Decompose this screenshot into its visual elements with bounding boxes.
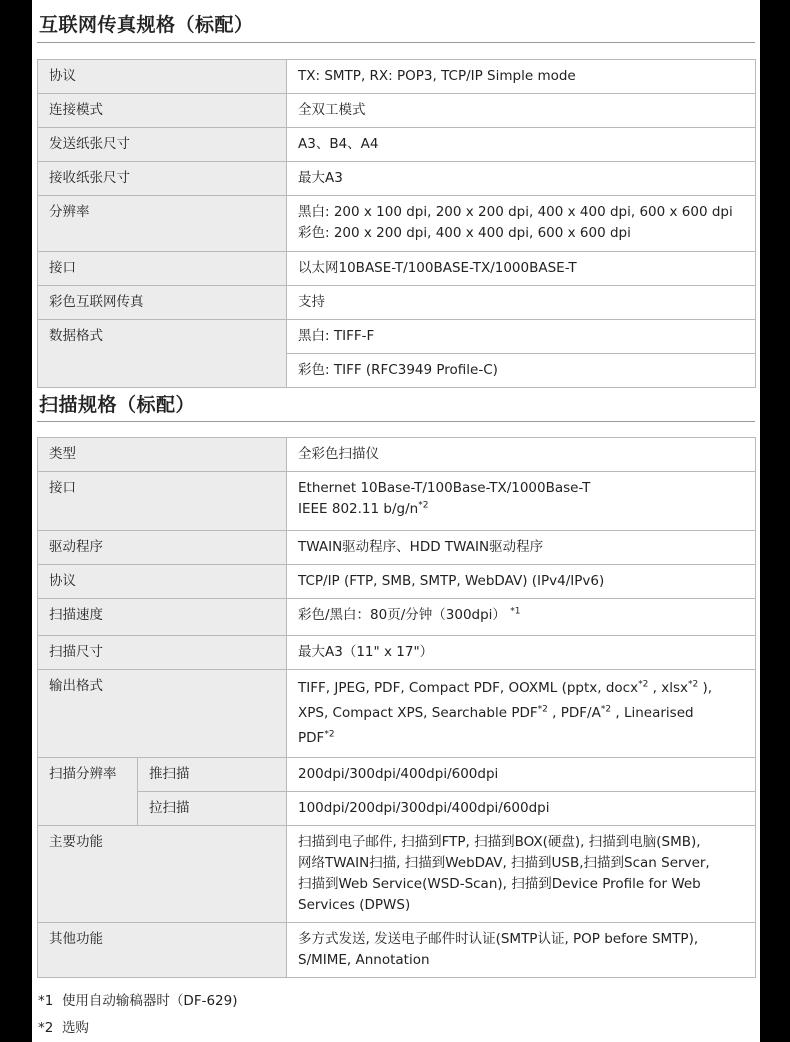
value-line: 黑白: 200 x 100 dpi, 200 x 200 dpi, 400 x 400 dpi, 600 x 600 dpi bbox=[298, 204, 733, 220]
fax-spec-table bbox=[37, 59, 756, 388]
table-row bbox=[38, 565, 756, 599]
scan-spec-table bbox=[37, 437, 756, 978]
footnote-mark: *2 bbox=[38, 1020, 54, 1036]
row-label: 驱动程序 bbox=[38, 531, 287, 565]
row-value: 黑白: TIFF-F bbox=[287, 320, 756, 354]
row-value: TCP/IP (FTP, SMB, SMTP, WebDAV) (IPv4/IPv6) bbox=[287, 565, 756, 599]
row-sublabel: 推扫描 bbox=[138, 758, 287, 792]
value-text: , Linearised bbox=[611, 705, 694, 721]
value-line bbox=[298, 676, 744, 701]
spec-page bbox=[32, 0, 760, 1042]
row-value: 彩色: TIFF (RFC3949 Profile-C) bbox=[287, 354, 756, 388]
table-row bbox=[38, 636, 756, 670]
table-row bbox=[38, 599, 756, 636]
table-row bbox=[38, 923, 756, 978]
value-line: 彩色: 200 x 200 dpi, 400 x 400 dpi, 600 x 600 dpi bbox=[298, 225, 631, 241]
table-row bbox=[38, 60, 756, 94]
scan-title-divider bbox=[37, 421, 755, 422]
table-row bbox=[38, 162, 756, 196]
value-line: Services (DPWS) bbox=[298, 897, 411, 913]
table-row bbox=[38, 320, 756, 354]
row-value bbox=[287, 826, 756, 923]
row-value: 100dpi/200dpi/300dpi/400dpi/600dpi bbox=[287, 792, 756, 826]
row-value bbox=[287, 670, 756, 758]
value-line bbox=[298, 499, 744, 520]
value-line: 扫描到Web Service(WSD-Scan), 扫描到Device Profile for Web bbox=[298, 876, 701, 892]
footnote-ref: *2 bbox=[638, 679, 649, 690]
value-text: , xlsx bbox=[648, 680, 688, 696]
row-value bbox=[287, 923, 756, 978]
row-value: 200dpi/300dpi/400dpi/600dpi bbox=[287, 758, 756, 792]
row-label: 接口 bbox=[38, 252, 287, 286]
footnote-text: 选购 bbox=[61, 1020, 89, 1036]
row-label: 接收纸张尺寸 bbox=[38, 162, 287, 196]
row-value: 最大A3 bbox=[287, 162, 756, 196]
row-label: 主要功能 bbox=[38, 826, 287, 923]
row-value: 以太网10BASE-T/100BASE-TX/1000BASE-T bbox=[287, 252, 756, 286]
table-row bbox=[38, 94, 756, 128]
value-line: 网络TWAIN扫描, 扫描到WebDAV, 扫描到USB,扫描到Scan Server, bbox=[298, 855, 710, 871]
row-label: 协议 bbox=[38, 565, 287, 599]
table-row bbox=[38, 196, 756, 252]
table-row bbox=[38, 670, 756, 758]
row-label: 扫描尺寸 bbox=[38, 636, 287, 670]
row-value: A3、B4、A4 bbox=[287, 128, 756, 162]
row-label: 数据格式 bbox=[38, 320, 287, 388]
value-text: XPS, Compact XPS, Searchable PDF bbox=[298, 705, 538, 721]
footnote-ref: *1 bbox=[510, 606, 521, 617]
row-value: TX: SMTP, RX: POP3, TCP/IP Simple mode bbox=[287, 60, 756, 94]
table-row bbox=[38, 286, 756, 320]
value-text: IEEE 802.11 b/g/n bbox=[298, 501, 419, 517]
table-row bbox=[38, 826, 756, 923]
footnote bbox=[38, 1016, 89, 1036]
value-text: , PDF/A bbox=[547, 705, 601, 721]
table-row bbox=[38, 792, 756, 826]
row-value: 支持 bbox=[287, 286, 756, 320]
table-row bbox=[38, 438, 756, 472]
table-row bbox=[38, 758, 756, 792]
value-line bbox=[298, 701, 744, 726]
value-text: ), bbox=[698, 680, 713, 696]
fax-title-divider bbox=[37, 42, 755, 43]
footnote-mark: *1 bbox=[38, 993, 54, 1009]
row-label: 发送纸张尺寸 bbox=[38, 128, 287, 162]
footnote-ref: *2 bbox=[324, 729, 335, 740]
row-label: 输出格式 bbox=[38, 670, 287, 758]
row-label: 扫描速度 bbox=[38, 599, 287, 636]
row-label: 类型 bbox=[38, 438, 287, 472]
value-line: 多方式发送, 发送电子邮件时认证(SMTP认证, POP before SMTP), bbox=[298, 931, 699, 947]
footnote-ref: *2 bbox=[687, 679, 699, 690]
footnote-ref: *2 bbox=[537, 704, 548, 715]
scan-section-title: 扫描规格（标配） bbox=[39, 394, 196, 416]
value-text: PDF bbox=[298, 730, 325, 746]
row-sublabel: 拉扫描 bbox=[138, 792, 287, 826]
row-label: 彩色互联网传真 bbox=[38, 286, 287, 320]
row-value: 全彩色扫描仪 bbox=[287, 438, 756, 472]
table-row bbox=[38, 472, 756, 531]
value-line: Ethernet 10Base-T/100Base-TX/1000Base-T bbox=[298, 480, 591, 496]
row-label: 分辨率 bbox=[38, 196, 287, 252]
row-label: 协议 bbox=[38, 60, 287, 94]
row-value bbox=[287, 196, 756, 252]
fax-section-title: 互联网传真规格（标配） bbox=[39, 14, 254, 36]
footnote-ref: *2 bbox=[600, 704, 612, 715]
value-text: 彩色/黑白：80页/分钟（300dpi） bbox=[298, 607, 506, 623]
table-row bbox=[38, 128, 756, 162]
row-value: 全双工模式 bbox=[287, 94, 756, 128]
row-label: 连接模式 bbox=[38, 94, 287, 128]
value-text: TIFF, JPEG, PDF, Compact PDF, OOXML (pptx, docx bbox=[298, 680, 639, 696]
table-row bbox=[38, 531, 756, 565]
row-label: 接口 bbox=[38, 472, 287, 531]
row-value: TWAIN驱动程序、HDD TWAIN驱动程序 bbox=[287, 531, 756, 565]
row-value bbox=[287, 599, 756, 636]
footnote bbox=[38, 989, 238, 1009]
row-label: 扫描分辨率 bbox=[38, 758, 138, 826]
row-value: 最大A3（11" x 17"） bbox=[287, 636, 756, 670]
footnote-ref: *2 bbox=[418, 500, 429, 511]
value-line: S/MIME, Annotation bbox=[298, 952, 430, 968]
footnote-text: 使用自动输稿器时（DF-629) bbox=[61, 993, 238, 1009]
table-row bbox=[38, 252, 756, 286]
value-line bbox=[298, 726, 744, 751]
row-value bbox=[287, 472, 756, 531]
value-line: 扫描到电子邮件, 扫描到FTP, 扫描到BOX(硬盘), 扫描到电脑(SMB), bbox=[298, 834, 701, 850]
row-label: 其他功能 bbox=[38, 923, 287, 978]
